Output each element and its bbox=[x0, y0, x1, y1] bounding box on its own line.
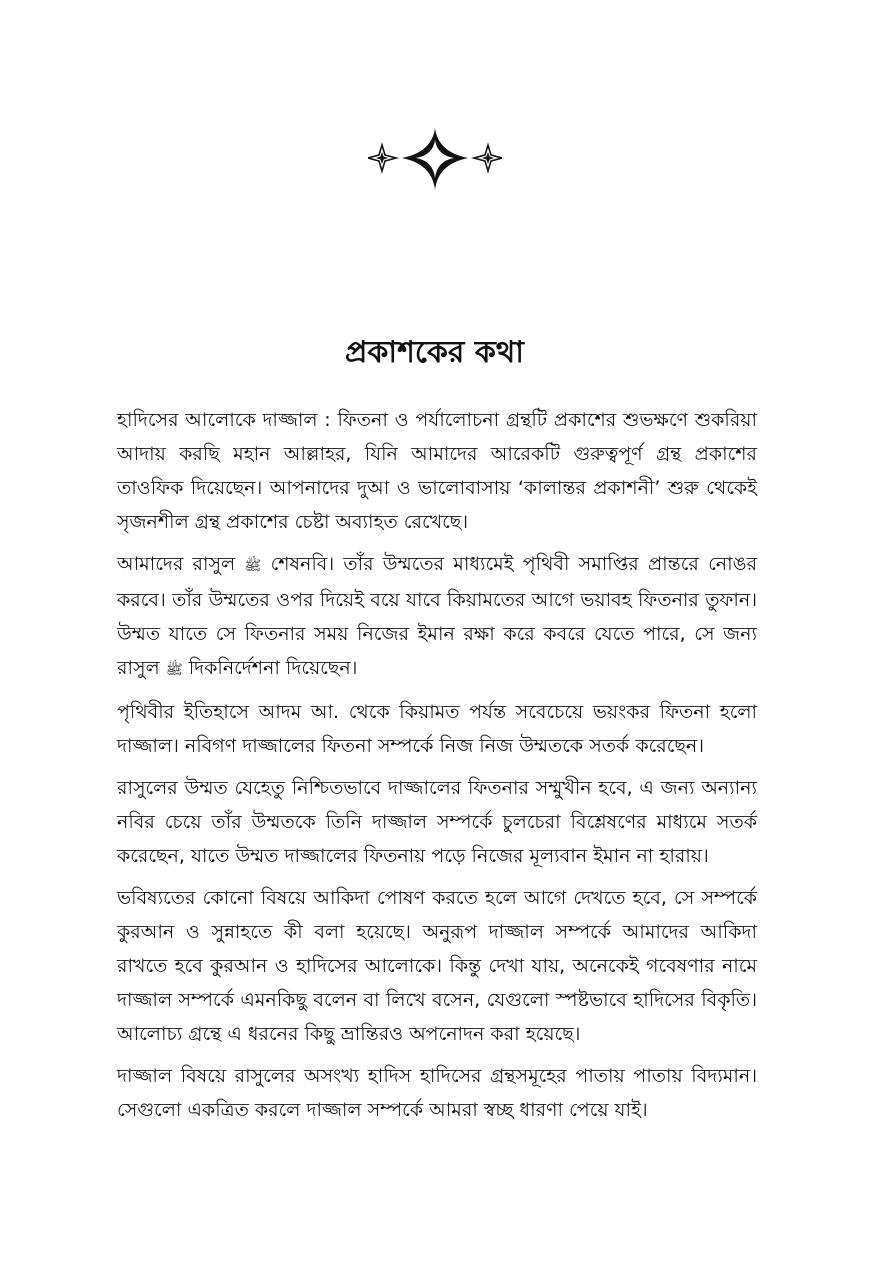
body-text bbox=[117, 403, 757, 1135]
paragraph-4: রাসুলের উম্মত যেহেতু নিশ্চিতভাবে দাজ্জালের ফিতনার সম্মুখীন হবে, এ জন্য অন্যান্য নবির চেয়ে তাঁর উম্মতকে তিনি দাজ্জাল সম্পর্কে চুলচেরা বিশ্লেষণের মাধ্যমে সতর্ক করেছেন, যাতে উম্মত দাজ্জালের ফিতনায় পড়ে নিজের মূল্যবান ইমান না হারায়। bbox=[117, 777, 757, 867]
salawat-symbol: ﷺ bbox=[165, 662, 183, 678]
paragraph-2-part-1: আমাদের রাসুল bbox=[117, 553, 236, 575]
paragraph-6: দাজ্জাল বিষয়ে রাসুলের অসংখ্য হাদিস হাদিসের গ্রন্থসমূহের পাতায় পাতায় বিদ্যমান। সেগুলো একত্রিত করলে দাজ্জাল সম্পর্কে আমরা স্বচ্ছ ধারণা পেয়ে যাই। bbox=[117, 1065, 757, 1121]
paragraph-1: হাদিসের আলোকে দাজ্জাল : ফিতনা ও পর্যালোচনা গ্রন্থটি প্রকাশের শুভক্ষণে শুকরিয়া আদায় করছি মহান আল্লাহর, যিনি আমাদের আরেকটি গুরুত্বপূর্ণ গ্রন্থ প্রকাশের তাওফিক দিয়েছেন। আপনাদের দুআ ও ভালোবাসায় ‘কালান্তর প্রকাশনী’ শুরু থেকেই সৃজনশীল গ্রন্থ প্রকাশের চেষ্টা অব্যাহত রেখেছে। bbox=[117, 409, 757, 533]
salawat-symbol: ﷺ bbox=[244, 558, 262, 574]
small-star-left-icon bbox=[368, 145, 396, 171]
paragraph-2-part-2: শেষনবি। তাঁর উম্মতের মাধ্যমেই পৃথিবী সমাপ্তির প্রান্তরে নোঙর করবে। তাঁর উম্মতের ওপর দিয়েই বয়ে যাবে কিয়ামতের আগে ভয়াবহ ফিতনার তুফান। উম্মত যাতে সে ফিতনার সময় নিজের ইমান রক্ষা করে কবরে যেতে পারে, সে জন্য রাসুল bbox=[117, 553, 758, 679]
small-star-right-icon bbox=[474, 145, 502, 171]
star-ornament-icon bbox=[368, 128, 502, 190]
large-star-center-icon bbox=[402, 128, 468, 190]
page-title: প্রকাশকের কথা bbox=[345, 335, 524, 370]
paragraph-5: ভবিষ্যতের কোনো বিষয়ে আকিদা পোষণ করতে হলে আগে দেখতে হবে, সে সম্পর্কে কুরআন ও সুন্নাহতে কী বলা হয়েছে। অনুরূপ দাজ্জাল সম্পর্কে আমাদের আকিদা রাখতে হবে কুরআন ও হাদিসের আলোকে। কিন্তু দেখা যায়, অনেকেই গবেষণার নামে দাজ্জাল সম্পর্কে এমনকিছু বলেন বা লিখে বসেন, যেগুলো স্পষ্টভাবে হাদিসের বিকৃতি। আলোচ্য গ্রন্থে এ ধরনের কিছু ভ্রান্তিরও অপনোদন করা হয়েছে। bbox=[117, 887, 757, 1045]
paragraph-3: পৃথিবীর ইতিহাসে আদম আ. থেকে কিয়ামত পর্যন্ত সবেচেয়ে ভয়ংকর ফিতনা হলো দাজ্জাল। নবিগণ দাজ্জালের ফিতনা সম্পর্কে নিজ নিজ উম্মতকে সতর্ক করেছেন। bbox=[117, 701, 757, 757]
paragraph-2 bbox=[117, 547, 757, 687]
paragraph-2-part-3: দিকনির্দেশনা দিয়েছেন। bbox=[188, 657, 358, 679]
